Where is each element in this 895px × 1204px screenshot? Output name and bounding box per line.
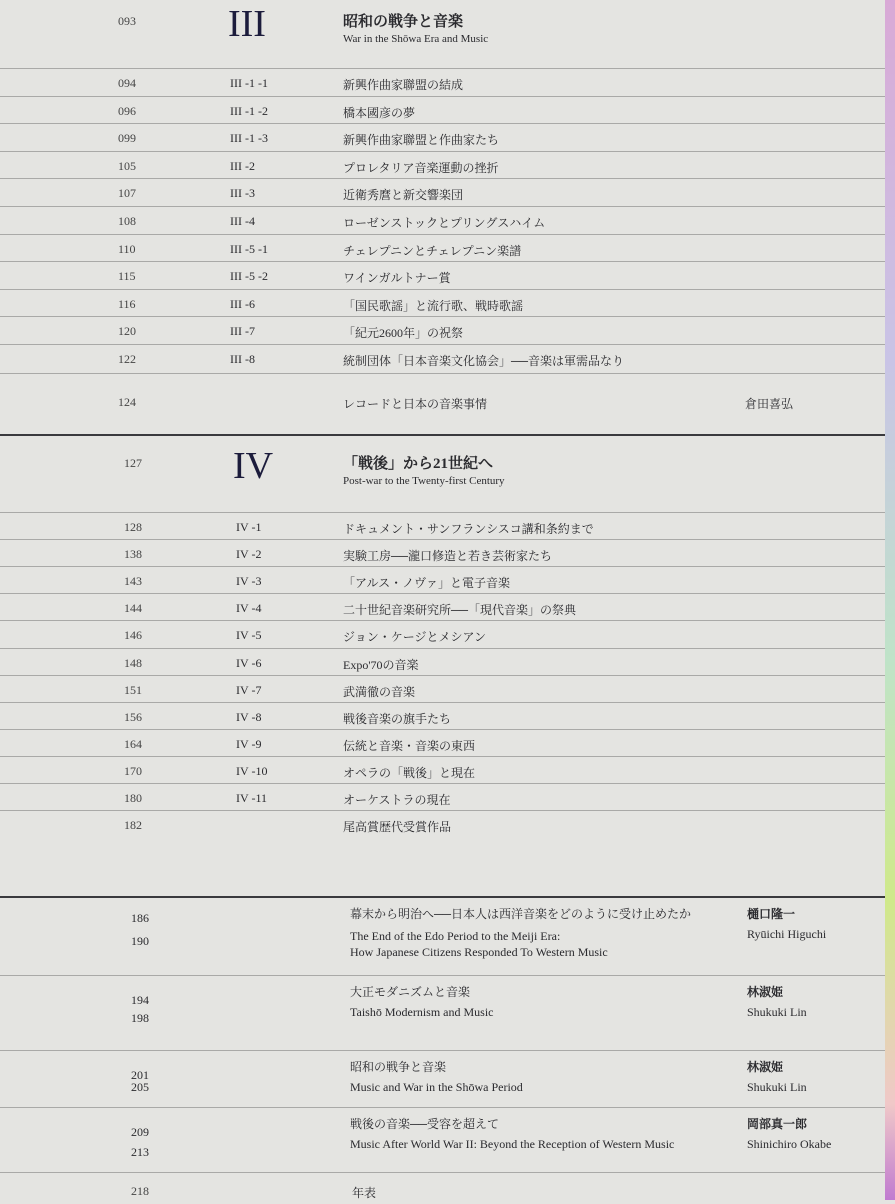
- page-number: 138: [124, 547, 142, 562]
- toc-row: [0, 784, 885, 811]
- author-ja: 岡部真一郎: [747, 1117, 808, 1131]
- page-number-en: 198: [131, 1011, 149, 1025]
- section-code: IV -7: [236, 682, 262, 697]
- entry-title: 橋本國彦の夢: [343, 105, 416, 120]
- section-code: III -3: [230, 186, 255, 201]
- entry-title: 近衛秀麿と新交響楽団: [343, 188, 464, 203]
- toc-row: [0, 179, 885, 206]
- essay-title-ja: 幕末から明治へ──日本人は西洋音楽をどのように受け止めたか: [350, 907, 692, 921]
- entry-title: 年表: [352, 1186, 377, 1200]
- page-number: 146: [124, 628, 142, 643]
- section-code: IV -5: [236, 628, 262, 643]
- entry-title: オペラの「戦後」と現在: [343, 765, 476, 780]
- part-4-header: [0, 442, 885, 510]
- page-number: 156: [124, 709, 142, 724]
- page-number: 182: [124, 818, 142, 833]
- page-number: 127: [124, 456, 142, 470]
- page-number: 148: [124, 655, 142, 670]
- entry-title: 「紀元2600年」の祝祭: [343, 326, 464, 341]
- essay-title-en-line2: How Japanese Citizens Responded To Western Music: [350, 945, 608, 959]
- entry-title: 新興作曲家聯盟と作曲家たち: [343, 133, 500, 148]
- entry-title: 戦後音楽の旗手たち: [343, 711, 452, 726]
- part-3-header: [0, 0, 885, 68]
- essay-entry: [0, 897, 885, 975]
- entry-title: 実験工房──瀧口修造と若き芸術家たち: [343, 549, 553, 564]
- toc-row: [0, 621, 885, 648]
- page-number: 094: [118, 76, 136, 90]
- part-numeral: IV: [233, 445, 274, 487]
- essay-entry: [0, 1107, 885, 1172]
- part-numeral: III: [228, 3, 266, 45]
- part-subtitle: Post-war to the Twenty-first Century: [343, 475, 505, 487]
- section-code: IV -6: [236, 655, 262, 670]
- section-code: IV -2: [236, 547, 262, 562]
- part-subtitle: War in the Shōwa Era and Music: [343, 33, 489, 45]
- page-number-en: 205: [131, 1080, 149, 1094]
- section-code: III -2: [230, 158, 255, 173]
- page-number: 144: [124, 601, 142, 616]
- section-code: III -5 -2: [230, 269, 268, 284]
- toc-row: [0, 317, 885, 344]
- page-number: 110: [118, 241, 136, 256]
- toc-row: [0, 703, 885, 730]
- page-number: 105: [118, 158, 136, 173]
- toc-row: [0, 97, 885, 124]
- page-number-en: 213: [131, 1145, 149, 1159]
- section-code: IV -11: [236, 791, 267, 805]
- page-number: 180: [124, 791, 142, 805]
- page-number: 120: [118, 324, 136, 339]
- section-code: III -7: [230, 324, 255, 339]
- entry-title: ワインガルトナー賞: [343, 271, 451, 286]
- toc-row: [0, 811, 885, 838]
- author-en: Shukuki Lin: [747, 1005, 807, 1019]
- section-code: III -4: [230, 214, 255, 228]
- entry-title: 二十世紀音楽研究所──「現代音楽」の祭典: [343, 603, 577, 618]
- page-number-ja: 209: [131, 1125, 149, 1139]
- section-code: IV -3: [236, 574, 262, 589]
- section-code: III -8: [230, 352, 255, 366]
- section-code: IV -8: [236, 709, 262, 724]
- entry-title: 武満徹の音楽: [343, 684, 416, 699]
- page-number: 093: [118, 14, 136, 28]
- toc-row: [0, 124, 885, 151]
- page-number: 143: [124, 574, 142, 589]
- section-code: III -1 -3: [230, 131, 268, 146]
- essay-title-en: Music After World War II: Beyond the Reception of Western Music: [350, 1137, 675, 1151]
- toc-row: [0, 649, 885, 676]
- entry-title: 尾高賞歴代受賞作品: [343, 820, 452, 835]
- section-code: IV -1: [236, 520, 262, 534]
- page-number: 115: [118, 269, 136, 284]
- page-number: 122: [118, 352, 136, 366]
- entry-title: 新興作曲家聯盟の結成: [343, 78, 464, 92]
- toc-row: [0, 540, 885, 567]
- toc-row: [0, 594, 885, 621]
- entry-title: 「国民歌謡」と流行歌、戦時歌謡: [343, 298, 524, 313]
- author-ja: 林淑姫: [747, 1060, 784, 1074]
- author-ja: 林淑姫: [747, 985, 784, 999]
- page-number-en: 190: [131, 934, 149, 948]
- divider: [0, 373, 885, 374]
- part-title: 昭和の戦争と音楽: [343, 14, 464, 30]
- section-code: III -5 -1: [230, 241, 268, 256]
- toc-row: [0, 262, 885, 289]
- divider: [0, 1172, 885, 1173]
- section-code: IV -10: [236, 763, 268, 778]
- page-number: 108: [118, 214, 136, 228]
- page-edge: [885, 0, 895, 1200]
- page-number-ja: 201: [131, 1068, 149, 1082]
- toc-row: [0, 676, 885, 703]
- toc-row: [0, 567, 885, 594]
- author-en: Shinichiro Okabe: [747, 1137, 832, 1151]
- author-en: Ryūichi Higuchi: [747, 927, 827, 941]
- toc-row: [0, 730, 885, 757]
- entry-title: Expo'70の音楽: [343, 657, 419, 672]
- entry-title: ドキュメント・サンフランシスコ講和条約まで: [343, 522, 594, 536]
- essay-entry: [0, 1050, 885, 1107]
- toc-row: [0, 513, 885, 540]
- entry-title: オーケストラの現在: [343, 793, 451, 807]
- entry-title: 伝統と音楽・音楽の東西: [343, 738, 476, 753]
- section-code: III -6: [230, 296, 255, 311]
- section-code: IV -9: [236, 736, 262, 751]
- page-number: 164: [124, 736, 142, 751]
- toc-row: [0, 235, 885, 262]
- toc-row: [0, 207, 885, 234]
- page-number: 116: [118, 296, 136, 311]
- toc-row: [0, 69, 885, 96]
- section-code: IV -4: [236, 601, 262, 616]
- entry-title: プロレタリア音楽運動の挫折: [343, 160, 499, 175]
- essay-title-en: Music and War in the Shōwa Period: [350, 1080, 523, 1094]
- page-number: 099: [118, 131, 136, 146]
- page-number: 128: [124, 520, 142, 534]
- entry-title: ローゼンストックとプリングスハイム: [343, 216, 546, 230]
- page-number: 218: [131, 1184, 149, 1198]
- page-number: 124: [118, 395, 136, 409]
- section-code: III -1 -2: [230, 103, 268, 118]
- entry-title: 統制団体「日本音楽文化協会」──音楽は軍需品なり: [343, 354, 625, 368]
- author-ja: 樋口隆一: [747, 907, 796, 921]
- entry-title: 「アルス・ノヴァ」と電子音楽: [343, 576, 511, 591]
- page-number-ja: 186: [131, 911, 149, 925]
- toc-row: [0, 152, 885, 179]
- essay-title-en: The End of the Edo Period to the Meiji Era:: [350, 929, 561, 943]
- entry-title: レコードと日本の音楽事情: [343, 397, 488, 411]
- section-divider: [0, 434, 885, 436]
- toc-row: [0, 757, 885, 784]
- entry-title: ジョン・ケージとメシアン: [343, 630, 487, 645]
- essay-title-ja: 大正モダニズムと音楽: [350, 985, 471, 999]
- essay-title-en: Taishō Modernism and Music: [350, 1005, 494, 1019]
- toc-row: [0, 388, 885, 415]
- page-number: 151: [124, 682, 142, 697]
- toc-row: [0, 290, 885, 317]
- section-code: III -1 -1: [230, 76, 268, 90]
- essay-title-ja: 昭和の戦争と音楽: [350, 1060, 447, 1074]
- author-en: Shukuki Lin: [747, 1080, 807, 1094]
- part-title: 「戦後」から21世紀へ: [343, 456, 494, 472]
- entry-title: チェレプニンとチェレプニン楽譜: [343, 243, 522, 258]
- page-number: 107: [118, 186, 136, 201]
- essay-title-ja: 戦後の音楽──受容を超えて: [350, 1117, 500, 1131]
- page-number: 096: [118, 103, 136, 118]
- page-number: 170: [124, 763, 142, 778]
- page-number-ja: 194: [131, 993, 149, 1007]
- toc-row: [0, 345, 885, 372]
- essay-entry: [0, 975, 885, 1050]
- entry-author: 倉田喜弘: [745, 397, 794, 411]
